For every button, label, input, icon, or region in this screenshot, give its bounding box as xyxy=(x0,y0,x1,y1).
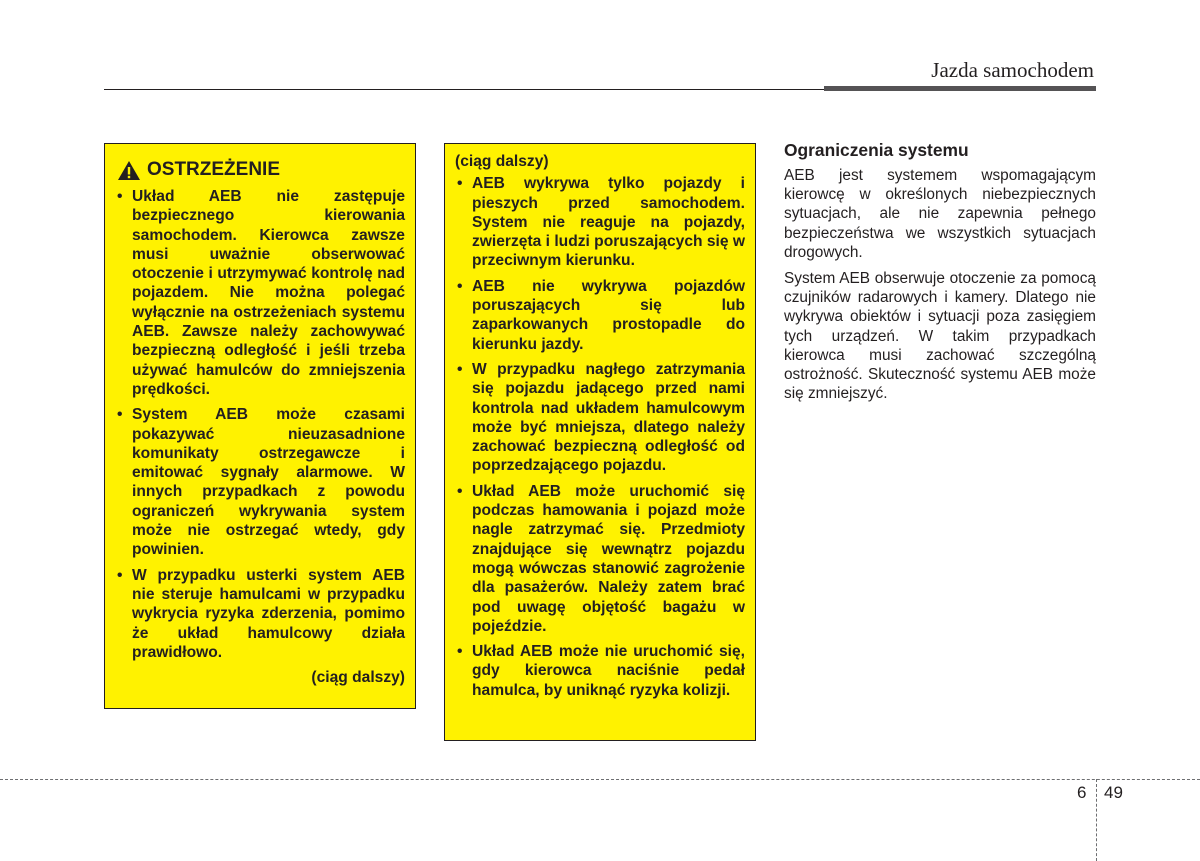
list-item: • AEB nie wykrywa pojazdów poruszających się lub zaparkowanych prostopadle do kierunku jazdy. xyxy=(455,277,745,354)
paragraph: AEB jest systemem wspomagającym kierowcę w określonych niebezpiecznych sytuacjach, ale nie zapewnia pełnego bezpieczeństwa we wszystkich sytuacjach drogowych. xyxy=(784,167,1096,261)
page-header-title: Jazda samochodem xyxy=(931,58,1094,82)
warning-list xyxy=(455,174,745,700)
warning-list xyxy=(115,187,405,662)
header-rule-accent xyxy=(824,86,1096,91)
list-item: • AEB wykrywa tylko pojazdy i pieszych przed samochodem. System nie reaguje na pojazdy, zwierzęta i ludzi poruszających się w przeciwnym kierunku. xyxy=(455,174,745,270)
warning-triangle-icon xyxy=(117,160,141,181)
section-body xyxy=(784,166,1096,410)
list-item: • Układ AEB może uruchomić się podczas hamowania i pojazd może nagle zatrzymać się. Przedmioty znajdujące się wewnątrz pojazdu mogą wówczas stanowić zagrożenie dla pasażerów. Należy zatem brać pod uwagę objętość bagażu w pojeździe. xyxy=(455,482,745,636)
list-item: • W przypadku nagłego zatrzymania się pojazdu jadącego przed nami kontrola nad układem hamulcowym może być mniejsza, dlatego należy zachować bezpieczną odległość od poprzedzającego pojazdu. xyxy=(455,360,745,476)
paragraph: System AEB obserwuje otoczenie za pomocą czujników radarowych i kamery. Dlatego nie wykrywa obiektów i sytuacji poza zasięgiem tych urządzeń. W takim przypadkach kierowca musi zachować szczególną ostrożność. Skuteczność systemu AEB może się zmniejszyć. xyxy=(784,270,1096,403)
list-item: • Układ AEB może nie uruchomić się, gdy kierowca naciśnie pedał hamulca, by uniknąć ryzyka kolizji. xyxy=(455,642,745,700)
list-item: • Układ AEB nie zastępuje bezpiecznego kierowania samochodem. Kierowca zawsze musi uważnie obserwować otoczenie i utrzymywać kontrolę nad pojazdem. Nie można polegać wyłącznie na ostrzeżeniach systemu AEB. Zawsze należy zachowywać bezpieczną odległość i jeśli trzeba używać hamulców do zmniejszenia prędkości. xyxy=(115,187,405,399)
section-heading: Ograniczenia systemu xyxy=(784,140,969,160)
warning-title: OSTRZEŻENIE xyxy=(147,159,281,180)
list-item: • System AEB może czasami pokazywać nieuzasadnione komunikaty ostrzegawcze i emitować sygnały alarmowe. W innych przypadkach z powodu ograniczeń wykrywania system może nie ostrzegać wtedy, gdy powinien. xyxy=(115,405,405,559)
warning-box xyxy=(104,143,416,709)
continued-label: (ciąg dalszy) xyxy=(455,153,549,170)
footer-vertical-divider xyxy=(1096,779,1097,861)
chapter-number: 6 xyxy=(1077,783,1087,802)
warning-heading xyxy=(115,158,405,182)
page-number: 49 xyxy=(1104,783,1123,802)
footer-divider xyxy=(0,779,1200,780)
list-item: • W przypadku usterki system AEB nie steruje hamulcami w przypadku wykrycia ryzyka zderzenia, pomimo że układ hamulcowy działa prawidłowo. xyxy=(115,566,405,662)
continued-label: (ciąg dalszy) xyxy=(311,669,405,687)
warning-box-continued xyxy=(444,143,756,741)
header-rule xyxy=(104,89,824,90)
